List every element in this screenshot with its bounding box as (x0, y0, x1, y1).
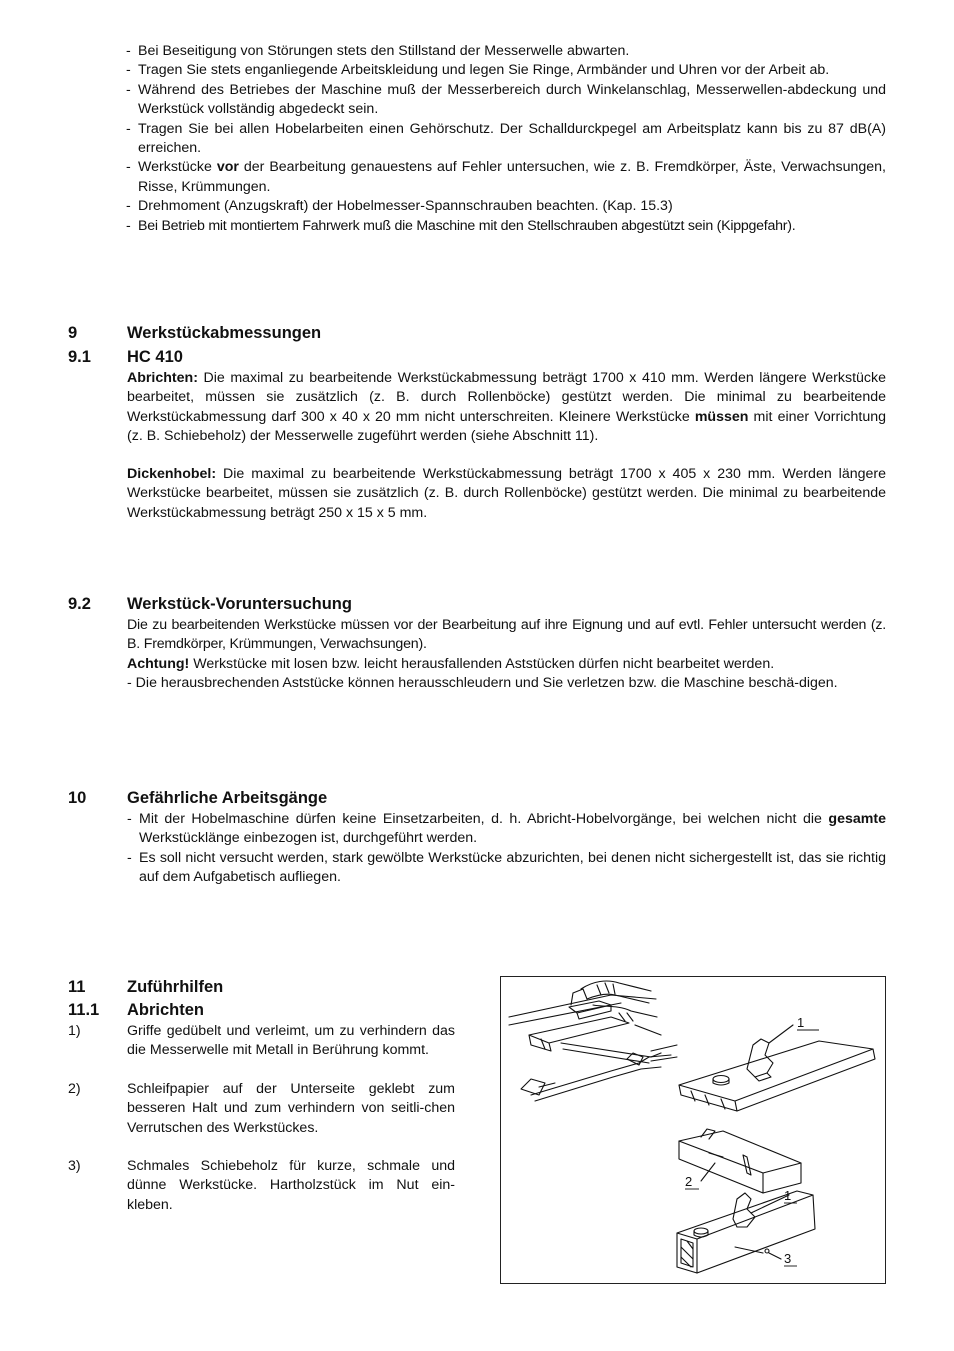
figure-label: 3 (784, 1251, 792, 1266)
section-heading: 10 Gefährliche Arbeitsgänge (68, 789, 328, 807)
list-item: 2) Schleifpapier auf der Unterseite geklebt zum besseren Halt und zum verhindern von seitli-chen Verrutschen des Werkstückes. (68, 1080, 455, 1136)
safety-bullet: - Drehmoment (Anzugskraft) der Hobelmesser-Spannschrauben beachten. (Kap. 15.3) (126, 198, 673, 215)
subsection-heading: 9.2 Werkstück-Voruntersuchung (68, 595, 352, 613)
illustration-drawing (501, 977, 885, 1283)
push-stick-1-drawing (679, 1025, 875, 1111)
section-heading: 9 Werkstückabmessungen (68, 324, 322, 342)
list-item: 1) Griffe gedübelt und verleimt, um zu verhindern das die Messerwelle mit Metall in Berührung kommt. (68, 1023, 455, 1059)
dickenhobel-paragraph: Dickenhobel: Die maximal zu bearbeitende Werkstückabmessung beträgt 1700 x 405 x 230 mm. Werden längere Werkstücke bearbeitet, müssen sie zusätzlich (z. B. durch Rollenböcke) gestützt werden. Die minimal zu bearbeitende Werkstückabmessung beträgt 250 x 15 x 5 mm. (127, 466, 886, 521)
danger-bullet: - Mit der Hobelmaschine dürfen keine Einsetzarbeiten, d. h. Abricht-Hobelvorgänge, bei welchen nicht die gesamte Werkstücklänge einbezogen ist, durchgeführt werden. (127, 811, 886, 847)
safety-bullet: - Bei Beseitigung von Störungen stets den Stillstand der Messerwelle abwarten. (126, 43, 630, 59)
subsection-heading: 9.1 HC 410 (68, 348, 183, 366)
list-item: 3) Schmales Schiebeholz für kurze, schmale und dünne Werkstücke. Hartholzstück im Nut ein-kleben. (68, 1158, 455, 1213)
subsection-heading: 11.1 Abrichten (68, 1001, 205, 1019)
section-heading: 11 Zuführhilfen (68, 978, 224, 996)
abrichten-paragraph: Abrichten: Die maximal zu bearbeitende Werkstückabmessung beträgt 1700 x 410 mm. Werden längere Werkstücke bearbeitet, müssen sie zusätzlich (z. B. durch Rollenböcke) gestützt werden. Die minimal zu bearbeitende Werkstückabmessung darf 300 x 40 x 20 mm nicht unterschreiten. Kleinere Werkstücke müssen mit einer Vorrichtung (z. B. Schiebeholz) der Messerwelle zugeführt werden (siehe Abschnitt 11). (127, 370, 886, 445)
dangerous-operations-list (127, 810, 886, 888)
safety-bullet: - Tragen Sie bei allen Hobelarbeiten einen Gehörschutz. Der Schalldurckpegel am Arbeitsplatz kann bis zu 87 dB(A) erreichen. (126, 120, 886, 157)
figure-label: 2 (685, 1174, 693, 1189)
danger-bullet: - Es soll nicht versucht werden, stark gewölbte Werkstücke abzurichten, bei denen nicht sichergestellt ist, das sie richtig auf dem Aufgabetisch aufliegen. (127, 849, 886, 886)
planing-scene-drawing (509, 981, 677, 1101)
figure-label: 1 (797, 1015, 805, 1030)
push-block-2-drawing (679, 1129, 801, 1193)
safety-bullet: - Bei Betrieb mit montiertem Fahrwerk muß die Maschine mit den Stellschrauben abgestützt sein (Kippgefahr). (126, 217, 796, 234)
safety-bullet: - Während des Betriebes der Maschine muß der Messerbereich durch Winkelanschlag, Messerwellen-abdeckung und Werkstück vollständig abgedeckt sein. (126, 81, 886, 118)
voruntersuchung-paragraph: Die zu bearbeitenden Werkstücke müssen vor der Bearbeitung auf ihre Eignung und auf evtl. Fehler untersucht werden (z. B. Fremdkörper, Krümmungen, Verwachsungen). Achtung! Werkstücke mit losen bzw. leicht herausfallenden Aststücken dürfen nicht bearbeitet werden. - Die herausbrechenden Aststücke können herausschleudern und Sie verletzen bzw. die Maschine beschä-digen. (127, 617, 886, 692)
safety-bullet-list (126, 42, 886, 236)
safety-bullet: - Tragen Sie stets enganliegende Arbeitskleidung und legen Sie Ringe, Armbänder und Uhren vor der Arbeit ab. (126, 62, 830, 79)
feed-aid-list (68, 1022, 455, 1215)
safety-bullet: - Werkstücke vor der Bearbeitung genauestens auf Fehler untersuchen, wie z. B. Fremdkörper, Äste, Verwachsungen, Risse, Krümmungen. (126, 159, 886, 195)
push-stick-illustration (500, 976, 886, 1284)
figure-label: 1 (784, 1188, 792, 1203)
